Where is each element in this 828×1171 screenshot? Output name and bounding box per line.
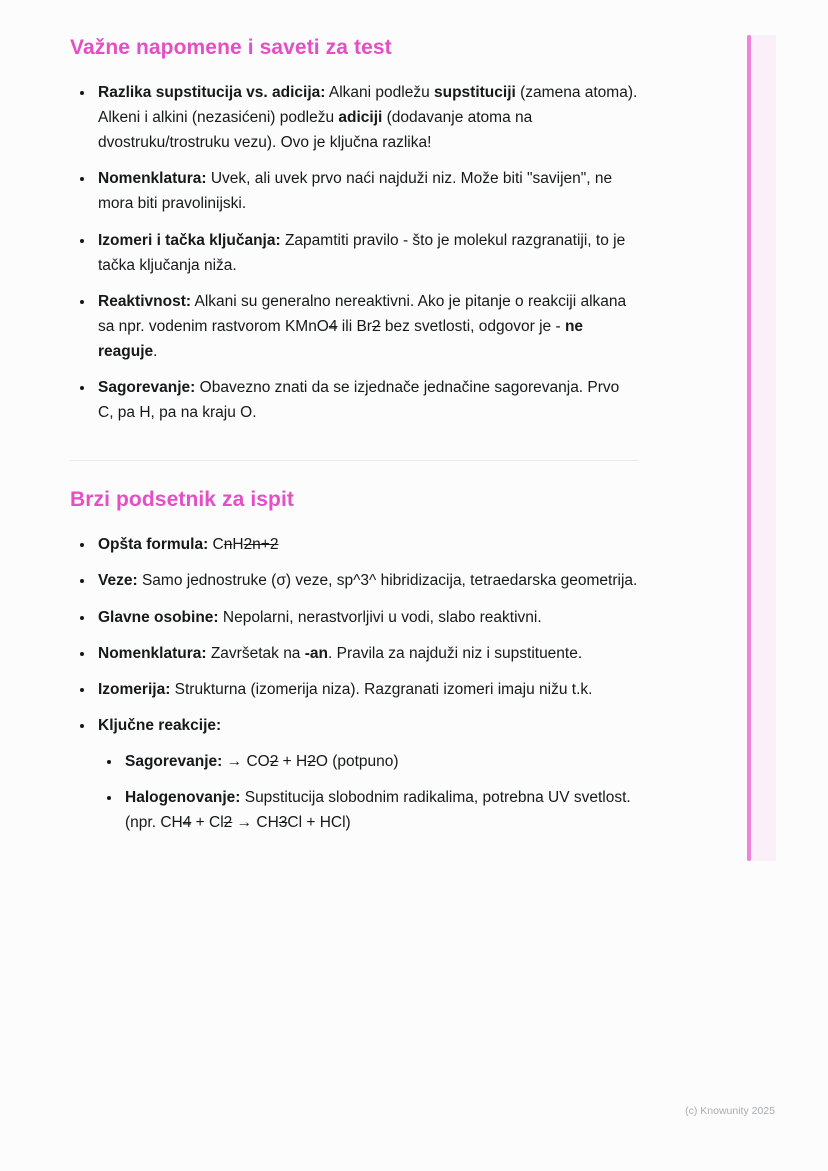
list-item xyxy=(95,228,638,278)
side-accent-bar xyxy=(747,35,776,861)
bullet-list xyxy=(70,532,638,835)
list-item xyxy=(95,568,638,593)
list-item xyxy=(95,375,638,425)
nested-bullet-list xyxy=(98,749,638,835)
list-item xyxy=(95,80,638,155)
list-item xyxy=(95,713,638,835)
section-divider xyxy=(70,460,638,461)
list-item-text: Halogenovanje: Supstitucija slobodnim radikalima, potrebna UV svetlost. (npr. CH4 + Cl2 → CH3Cl + HCl) xyxy=(125,789,631,832)
section-title: Važne napomene i saveti za test xyxy=(70,36,392,59)
list-item-text: Sagorevanje: Obavezno znati da se izjednače jednačine sagorevanja. Prvo C, pa H, pa na kraju O. xyxy=(98,379,620,422)
list-item-text: Reaktivnost: Alkani su generalno nereaktivni. Ako je pitanje o reakciji alkana sa npr. vodenim rastvorom KMnO4 ili Br2 bez svetlosti, odgovor je - ne reaguje. xyxy=(98,292,627,360)
section-important-notes xyxy=(70,36,638,425)
list-item-text: Izomerija: Strukturna (izomerija niza). Razgranati izomeri imaju nižu t.k. xyxy=(98,680,593,698)
list-item-text: Ključne reakcije: xyxy=(98,716,222,734)
list-item-text: Glavne osobine: Nepolarni, nerastvorljivi u vodi, slabo reaktivni. xyxy=(98,608,542,626)
content-column xyxy=(70,36,638,846)
list-item xyxy=(95,641,638,666)
list-item-text: Veze: Samo jednostruke (σ) veze, sp^3^ hibridizacija, tetraedarska geometrija. xyxy=(98,572,638,590)
list-item xyxy=(95,166,638,216)
footer-credit: (c) Knowunity 2025 xyxy=(685,1105,775,1117)
list-item-text: Razlika supstitucija vs. adicija: Alkani podležu supstituciji (zamena atoma). Alkeni i alkini (nezasićeni) podležu adiciji (dodavanje atoma na dvostruku/trostruku vezu). Ovo je ključna razlika! xyxy=(98,84,638,152)
list-item xyxy=(95,605,638,630)
list-item xyxy=(95,532,638,557)
list-item xyxy=(95,289,638,364)
list-item-text: Opšta formula: CnH2n+2 xyxy=(98,536,279,554)
bullet-list xyxy=(70,80,638,425)
side-accent-fill xyxy=(751,35,776,861)
list-item-text: Sagorevanje: → CO2 + H2O (potpuno) xyxy=(125,752,399,770)
list-item-text: Izomeri i tačka ključanja: Zapamtiti pravilo - što je molekul razgranatiji, to je tačka ključanja niža. xyxy=(98,231,626,274)
list-item-text: Nomenklatura: Uvek, ali uvek prvo naći najduži niz. Može biti "savijen", ne mora biti pravolinijski. xyxy=(98,170,613,213)
list-item xyxy=(95,677,638,702)
list-item xyxy=(122,785,638,835)
section-title: Brzi podsetnik za ispit xyxy=(70,488,294,512)
list-item xyxy=(122,749,638,774)
list-item-text: Nomenklatura: Završetak na -an. Pravila za najduži niz i supstituente. xyxy=(98,644,583,662)
section-quick-reminder xyxy=(70,488,638,835)
